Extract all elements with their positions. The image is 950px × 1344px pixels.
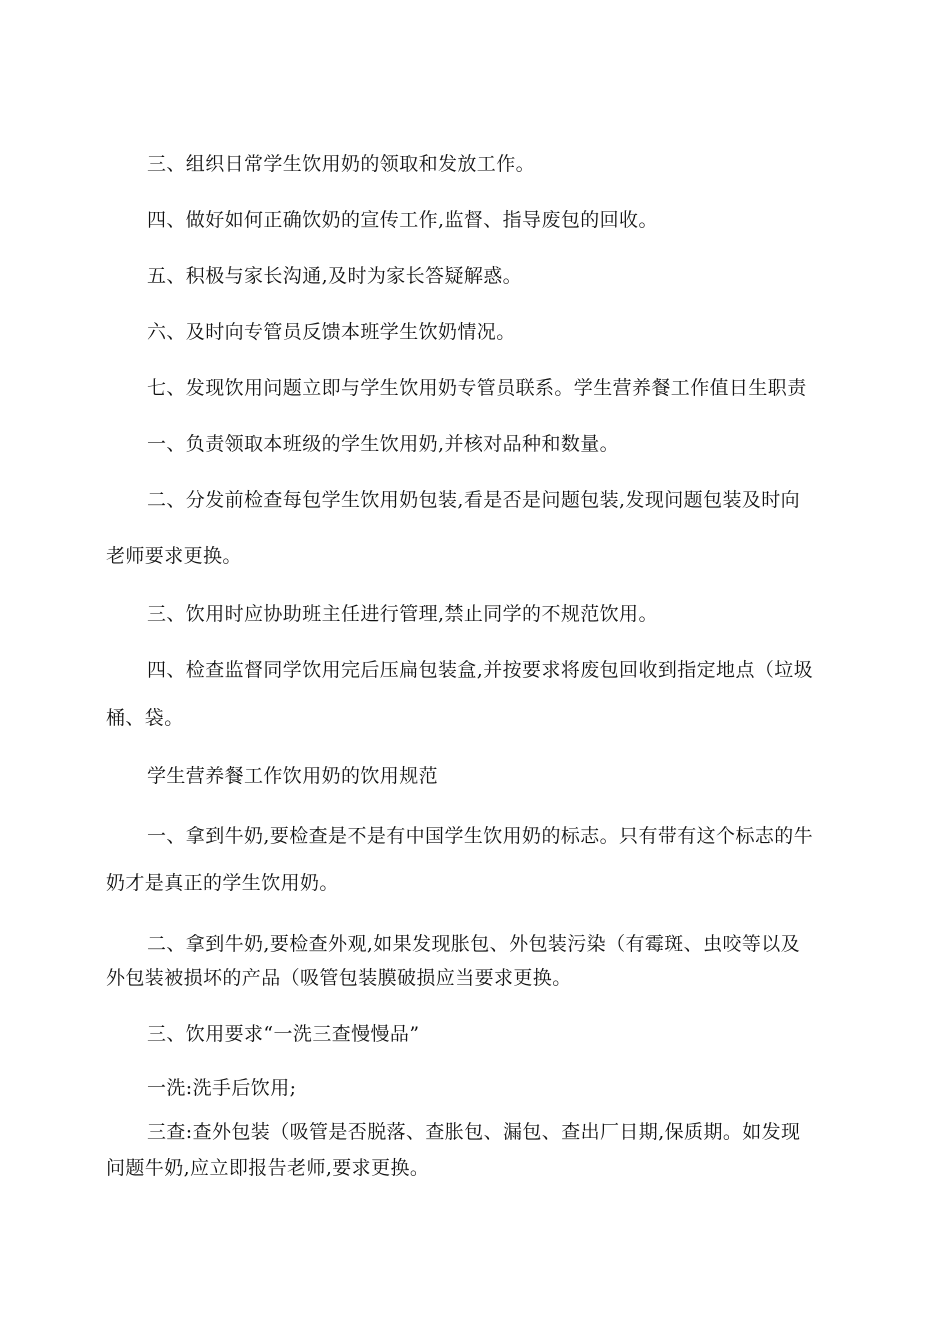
paragraph-line: 四、做好如何正确饮奶的宣传工作,监督、指导废包的回收。 (147, 209, 658, 231)
paragraph-line: 一洗:洗手后饮用; (147, 1077, 297, 1099)
paragraph-line: 三查:查外包装（吸管是否脱落、查胀包、漏包、查出厂日期,保质期。如发现 (147, 1121, 801, 1143)
paragraph-line: 三、饮用要求“一洗三查慢慢品” (147, 1023, 420, 1045)
paragraph-line: 问题牛奶,应立即报告老师,要求更换。 (106, 1157, 430, 1179)
paragraph-line: 六、及时向专管员反馈本班学生饮奶情况。 (147, 321, 516, 343)
paragraph-line: 桶、袋。 (106, 707, 184, 729)
paragraph-line: 一、负责领取本班级的学生饮用奶,并核对品种和数量。 (147, 433, 620, 455)
paragraph-line: 五、积极与家长沟通,及时为家长答疑解惑。 (147, 265, 523, 287)
paragraph-line: 七、发现饮用问题立即与学生饮用奶专管员联系。学生营养餐工作值日生职责 (147, 377, 807, 399)
paragraph-line: 外包装被损坏的产品（吸管包装膜破损应当要求更换。 (106, 967, 572, 989)
paragraph-line: 三、组织日常学生饮用奶的领取和发放工作。 (147, 153, 536, 175)
paragraph-line: 奶才是真正的学生饮用奶。 (106, 872, 339, 894)
section-heading: 学生营养餐工作饮用奶的饮用规范 (147, 765, 439, 787)
paragraph-line: 四、检查监督同学饮用完后压扁包装盒,并按要求将废包回收到指定地点（垃圾 (147, 659, 814, 681)
paragraph-line: 二、拿到牛奶,要检查外观,如果发现胀包、外包装污染（有霉斑、虫咬等以及 (147, 933, 801, 955)
paragraph-line: 二、分发前检查每包学生饮用奶包装,看是否是问题包装,发现问题包装及时向 (147, 489, 801, 511)
paragraph-line: 老师要求更换。 (106, 545, 242, 567)
paragraph-line: 一、拿到牛奶,要检查是不是有中国学生饮用奶的标志。只有带有这个标志的牛 (147, 825, 814, 847)
paragraph-line: 三、饮用时应协助班主任进行管理,禁止同学的不规范饮用。 (147, 603, 658, 625)
